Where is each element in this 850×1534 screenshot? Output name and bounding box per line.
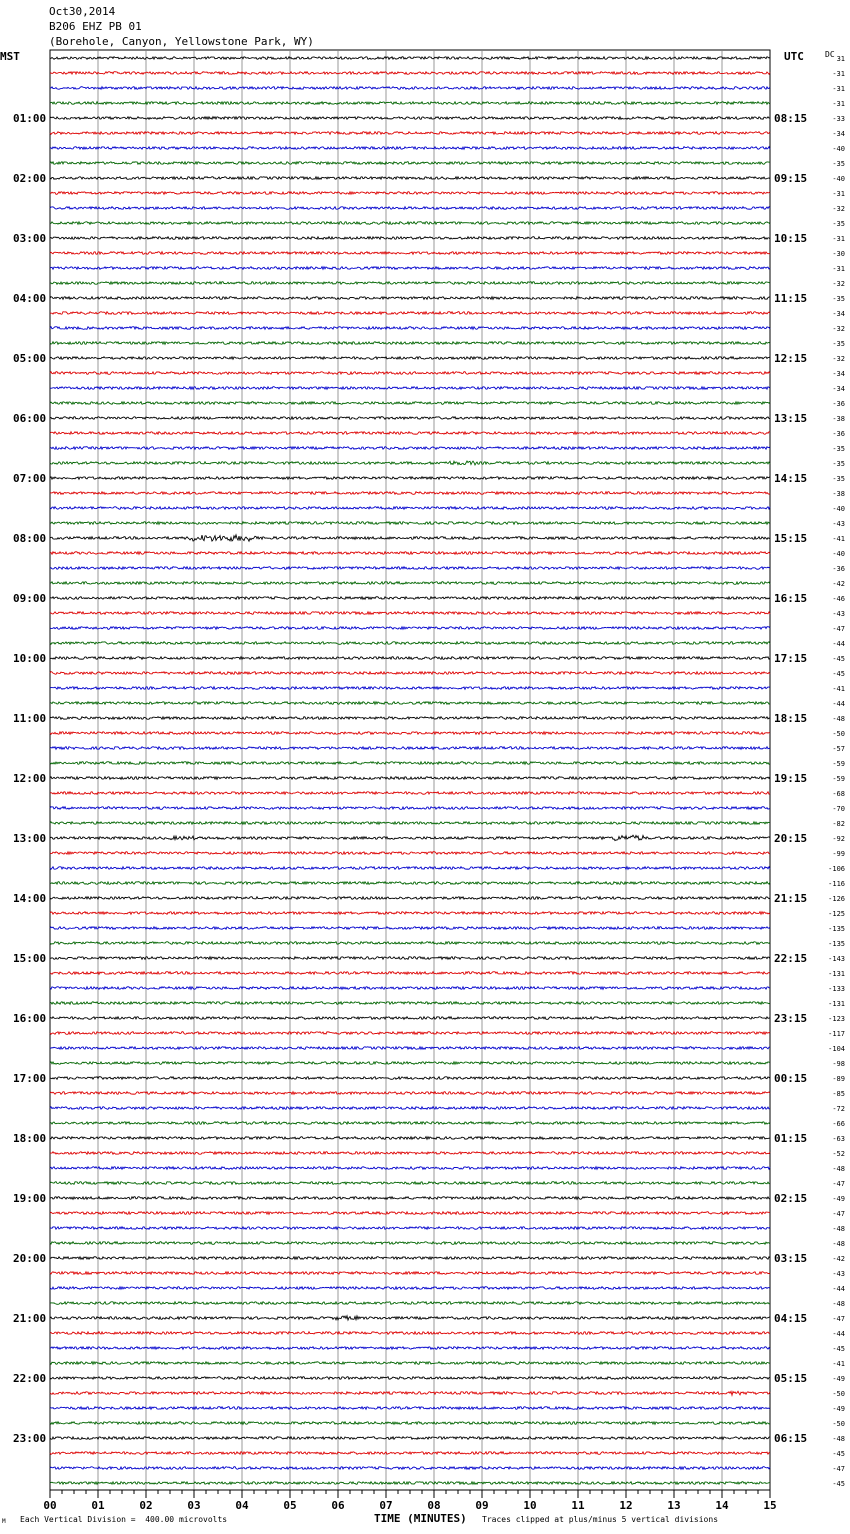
- dc-offset-label: -44: [832, 640, 845, 648]
- utc-hour-label: 04:15: [774, 1312, 808, 1325]
- dc-offset-label: -126: [828, 895, 845, 903]
- mst-hour-label: 22:00: [13, 1372, 47, 1385]
- trace-row: [50, 267, 770, 270]
- dc-offset-label: -98: [832, 1060, 845, 1068]
- mst-hour-label: 20:00: [13, 1252, 47, 1265]
- x-tick-label: 01: [91, 1499, 105, 1512]
- dc-offset-label: -45: [832, 670, 845, 678]
- trace-row: [50, 747, 770, 750]
- trace-row: [50, 897, 770, 900]
- trace-row: [50, 1212, 770, 1215]
- dc-offset-label: -38: [832, 490, 845, 498]
- time-axis: [43, 1490, 776, 1512]
- dc-offset-label: -35: [832, 295, 845, 303]
- mst-hour-label: 02:00: [13, 172, 47, 185]
- dc-offset-label: -34: [832, 310, 845, 318]
- dc-offset-label: -42: [832, 1255, 845, 1263]
- dc-offset-label: -40: [832, 145, 845, 153]
- dc-offset-label: -92: [832, 835, 845, 843]
- trace-row: [50, 282, 770, 285]
- x-tick-label: 13: [667, 1499, 681, 1512]
- trace-row: [50, 432, 770, 435]
- dc-offset-label: -30: [832, 250, 845, 258]
- trace-row: [50, 642, 770, 645]
- dc-offset-label: -50: [832, 1390, 845, 1398]
- dc-offset-label: -116: [828, 880, 845, 888]
- dc-offset-label: -57: [832, 745, 845, 753]
- dc-offset-label: -50: [832, 730, 845, 738]
- trace-row: [50, 522, 770, 525]
- dc-offset-label: -49: [832, 1195, 845, 1203]
- trace-row: [50, 1257, 770, 1260]
- trace-row: [50, 732, 770, 735]
- trace-row: [50, 222, 770, 225]
- mst-hour-label: 17:00: [13, 1072, 47, 1085]
- dc-offset-label: -123: [828, 1015, 845, 1023]
- clip-note: Traces clipped at plus/minus 5 vertical divisions: [482, 1515, 719, 1524]
- dc-offset-label: -44: [832, 1330, 845, 1338]
- dc-offset-label: -47: [832, 1315, 845, 1323]
- utc-hour-label: 12:15: [774, 352, 808, 365]
- dc-offset-label: -40: [832, 175, 845, 183]
- dc-offset-label: -40: [832, 505, 845, 513]
- trace-row: [50, 1272, 770, 1275]
- trace-row: [50, 1316, 770, 1320]
- dc-offset-label: -45: [832, 1345, 845, 1353]
- dc-offset-label: -40: [832, 550, 845, 558]
- dc-offset-label: -47: [832, 1210, 845, 1218]
- utc-hour-label: 03:15: [774, 1252, 808, 1265]
- mst-hour-label: 05:00: [13, 352, 47, 365]
- trace-row: [50, 1167, 770, 1170]
- dc-offset-label: -35: [832, 460, 845, 468]
- dc-offset-label: -49: [832, 1405, 845, 1413]
- dc-offset-label: -33: [832, 115, 845, 123]
- dc-offset-label: -31: [832, 265, 845, 273]
- right-timezone-label: UTC: [784, 50, 804, 63]
- dc-offset-label: -36: [832, 400, 845, 408]
- trace-row: [50, 387, 770, 390]
- mst-hour-label: 01:00: [13, 112, 47, 125]
- mst-hour-label: 18:00: [13, 1132, 47, 1145]
- dc-offset-label: -49: [832, 1375, 845, 1383]
- dc-offset-label: -70: [832, 805, 845, 813]
- x-axis-label: TIME (MINUTES): [374, 1512, 467, 1525]
- x-tick-label: 10: [523, 1499, 537, 1512]
- dc-offset-label: -41: [832, 1360, 845, 1368]
- mst-hour-label: 21:00: [13, 1312, 47, 1325]
- trace-row: [50, 582, 770, 585]
- dc-offset-label: -63: [832, 1135, 845, 1143]
- utc-hour-label: 23:15: [774, 1012, 808, 1025]
- location-title: (Borehole, Canyon, Yellowstone Park, WY): [49, 35, 314, 48]
- utc-hour-label: 20:15: [774, 832, 808, 845]
- date-title: Oct30,2014: [49, 5, 116, 18]
- trace-row: [50, 327, 770, 330]
- trace-row: [50, 1467, 770, 1470]
- trace-row: [50, 912, 770, 915]
- trace-row: [50, 72, 770, 75]
- dc-offset-label: -135: [828, 940, 845, 948]
- utc-hour-label: 02:15: [774, 1192, 808, 1205]
- utc-hour-label: 19:15: [774, 772, 808, 785]
- trace-row: [50, 132, 770, 135]
- dc-offset-label: -45: [832, 1480, 845, 1488]
- trace-row: [50, 1377, 770, 1380]
- dc-offset-label: -31: [832, 70, 845, 78]
- dc-offset-label: -135: [828, 925, 845, 933]
- trace-row: [50, 102, 770, 105]
- trace-row: [50, 867, 770, 870]
- trace-row: [50, 882, 770, 885]
- x-tick-label: 09: [475, 1499, 489, 1512]
- mst-hour-label: 09:00: [13, 592, 47, 605]
- dc-offset-label: -32: [832, 325, 845, 333]
- x-tick-label: 05: [283, 1499, 297, 1512]
- trace-row: [50, 567, 770, 570]
- mst-hour-label: 10:00: [13, 652, 47, 665]
- trace-row: [50, 402, 770, 405]
- trace-row: [50, 702, 770, 705]
- trace-row: [50, 807, 770, 810]
- dc-offset-label: -72: [832, 1105, 845, 1113]
- dc-offset-label: -34: [832, 385, 845, 393]
- x-tick-label: 07: [379, 1499, 393, 1512]
- utc-hour-label: 13:15: [774, 412, 808, 425]
- trace-row: [50, 1017, 770, 1020]
- dc-offset-label: -35: [832, 160, 845, 168]
- dc-offset-label: -47: [832, 1465, 845, 1473]
- mst-hour-label: 14:00: [13, 892, 47, 905]
- dc-offset-label: -50: [832, 1420, 845, 1428]
- dc-offset-label: -85: [832, 1090, 845, 1098]
- scale-note: Each Vertical Division = 400.00 microvolts: [20, 1515, 228, 1524]
- trace-row: [50, 535, 770, 541]
- trace-row: [50, 477, 770, 480]
- dc-offset-label: -117: [828, 1030, 845, 1038]
- seismic-traces: [50, 57, 770, 1485]
- x-tick-label: 12: [619, 1499, 633, 1512]
- mst-hour-label: 13:00: [13, 832, 47, 845]
- trace-row: [50, 1302, 770, 1305]
- x-tick-label: 06: [331, 1499, 345, 1512]
- trace-row: [50, 612, 770, 615]
- dc-offset-label: -133: [828, 985, 845, 993]
- trace-row: [50, 1347, 770, 1350]
- trace-row: [50, 1047, 770, 1050]
- x-tick-label: 04: [235, 1499, 249, 1512]
- trace-row: [50, 1152, 770, 1155]
- trace-row: [50, 972, 770, 975]
- dc-offset-label: -34: [832, 370, 845, 378]
- dc-offset-label: -34: [832, 130, 845, 138]
- dc-offset-label: -131: [828, 970, 845, 978]
- trace-row: [50, 762, 770, 765]
- dc-offset-label: -44: [832, 1285, 845, 1293]
- trace-row: [50, 447, 770, 450]
- trace-row: [50, 1107, 770, 1110]
- dc-offset-label: -48: [832, 1165, 845, 1173]
- trace-row: [50, 342, 770, 345]
- trace-row: [50, 627, 770, 630]
- trace-row: [50, 207, 770, 210]
- left-timezone-label: MST: [0, 50, 20, 63]
- trace-row: [50, 835, 770, 840]
- trace-row: [50, 117, 770, 120]
- trace-row: [50, 1242, 770, 1245]
- trace-row: [50, 957, 770, 960]
- mst-hour-label: 12:00: [13, 772, 47, 785]
- utc-hour-label: 18:15: [774, 712, 808, 725]
- dc-offset-label: -31: [832, 100, 845, 108]
- trace-row: [50, 1197, 770, 1200]
- trace-row: [50, 852, 770, 855]
- dc-offset-label: -35: [832, 445, 845, 453]
- x-tick-label: 08: [427, 1499, 441, 1512]
- trace-row: [50, 147, 770, 150]
- mst-hour-label: 19:00: [13, 1192, 47, 1205]
- mst-hour-label: 16:00: [13, 1012, 47, 1025]
- trace-row: [50, 1287, 770, 1290]
- trace-row: [50, 1077, 770, 1080]
- utc-hour-label: 10:15: [774, 232, 808, 245]
- mst-hour-label: 03:00: [13, 232, 47, 245]
- trace-row: [50, 597, 770, 600]
- utc-hour-label: 11:15: [774, 292, 808, 305]
- trace-row: [50, 927, 770, 930]
- trace-row: [50, 87, 770, 90]
- dc-offset-label: -66: [832, 1120, 845, 1128]
- trace-row: [50, 1332, 770, 1335]
- trace-row: [50, 461, 770, 465]
- dc-label: DC: [825, 50, 835, 59]
- dc-offset-label: -31: [832, 190, 845, 198]
- trace-row: [50, 672, 770, 675]
- trace-row: [50, 372, 770, 375]
- trace-row: [50, 192, 770, 195]
- x-tick-label: 03: [187, 1499, 201, 1512]
- dc-offset-label: -131: [828, 1000, 845, 1008]
- dc-offset-label: -104: [828, 1045, 845, 1053]
- utc-hour-label: 22:15: [774, 952, 808, 965]
- dc-offset-label: -31: [832, 85, 845, 93]
- utc-hour-label: 15:15: [774, 532, 808, 545]
- mst-hour-label: 08:00: [13, 532, 47, 545]
- trace-row: [50, 942, 770, 945]
- trace-row: [50, 1482, 770, 1485]
- x-tick-label: 14: [715, 1499, 729, 1512]
- dc-offset-label: -47: [832, 625, 845, 633]
- dc-offset-label: -31: [832, 235, 845, 243]
- trace-row: [50, 507, 770, 510]
- dc-offset-label: -99: [832, 850, 845, 858]
- dc-offset-label: -42: [832, 580, 845, 588]
- dc-offset-label: -45: [832, 1450, 845, 1458]
- dc-offset-label: -52: [832, 1150, 845, 1158]
- trace-row: [50, 417, 770, 420]
- trace-row: [50, 1182, 770, 1185]
- trace-row: [50, 177, 770, 180]
- dc-offset-label: -38: [832, 415, 845, 423]
- trace-row: [50, 657, 770, 660]
- trace-row: [50, 552, 770, 555]
- mst-hour-label: 23:00: [13, 1432, 47, 1445]
- trace-row: [50, 492, 770, 495]
- corner-mark: M: [2, 1518, 6, 1525]
- trace-row: [50, 1227, 770, 1230]
- x-tick-label: 02: [139, 1499, 153, 1512]
- utc-hour-label: 01:15: [774, 1132, 808, 1145]
- utc-hour-label: 08:15: [774, 112, 808, 125]
- trace-row: [50, 357, 770, 360]
- utc-hour-label: 16:15: [774, 592, 808, 605]
- dc-offset-label: -35: [832, 340, 845, 348]
- trace-row: [50, 1437, 770, 1440]
- dc-offset-label: -89: [832, 1075, 845, 1083]
- dc-offset-label: -82: [832, 820, 845, 828]
- trace-row: [50, 1407, 770, 1410]
- mst-hour-label: 11:00: [13, 712, 47, 725]
- dc-offset-label: -36: [832, 430, 845, 438]
- mst-hour-label: 15:00: [13, 952, 47, 965]
- dc-offset-label: -68: [832, 790, 845, 798]
- dc-offset-label: -48: [832, 715, 845, 723]
- trace-row: [50, 1002, 770, 1005]
- utc-hour-label: 09:15: [774, 172, 808, 185]
- dc-offset-label: -59: [832, 775, 845, 783]
- dc-offset-label: -46: [832, 595, 845, 603]
- utc-hour-label: 21:15: [774, 892, 808, 905]
- dc-offset-label: -35: [832, 475, 845, 483]
- dc-offset-label: -32: [832, 280, 845, 288]
- trace-row: [50, 1122, 770, 1125]
- dc-offset-label: -48: [832, 1435, 845, 1443]
- trace-row: [50, 1032, 770, 1035]
- utc-hour-label: 14:15: [774, 472, 808, 485]
- dc-offset-label: -35: [832, 220, 845, 228]
- utc-hour-label: 05:15: [774, 1372, 808, 1385]
- dc-offset-label: -44: [832, 700, 845, 708]
- mst-hour-label: 07:00: [13, 472, 47, 485]
- trace-row: [50, 1137, 770, 1140]
- trace-row: [50, 312, 770, 315]
- dc-offset-label: -48: [832, 1225, 845, 1233]
- dc-offset-label: -32: [832, 355, 845, 363]
- x-tick-label: 11: [571, 1499, 585, 1512]
- x-tick-label: 00: [43, 1499, 57, 1512]
- dc-offset-label: -48: [832, 1240, 845, 1248]
- dc-offset-label: -48: [832, 1300, 845, 1308]
- trace-row: [50, 237, 770, 240]
- trace-row: [50, 777, 770, 780]
- trace-row: [50, 822, 770, 825]
- dc-offset-label: -125: [828, 910, 845, 918]
- utc-hour-label: 06:15: [774, 1432, 808, 1445]
- dc-offset-label: -36: [832, 565, 845, 573]
- trace-row: [50, 1092, 770, 1095]
- dc-offset-label: -43: [832, 520, 845, 528]
- dc-offset-label: -59: [832, 760, 845, 768]
- x-tick-label: 15: [763, 1499, 777, 1512]
- trace-row: [50, 987, 770, 990]
- trace-row: [50, 252, 770, 255]
- trace-row: [50, 57, 770, 60]
- trace-row: [50, 792, 770, 795]
- trace-row: [50, 1452, 770, 1455]
- mst-hour-label: 06:00: [13, 412, 47, 425]
- dc-offset-label: -45: [832, 655, 845, 663]
- utc-hour-label: 17:15: [774, 652, 808, 665]
- utc-hour-label: 00:15: [774, 1072, 808, 1085]
- dc-offset-label: -43: [832, 610, 845, 618]
- trace-row: [50, 1391, 770, 1395]
- dc-offset-label: 31: [836, 55, 845, 63]
- dc-offset-label: -106: [828, 865, 845, 873]
- station-title: B206 EHZ PB 01: [49, 20, 142, 33]
- trace-row: [50, 1062, 770, 1065]
- dc-offset-label: -32: [832, 205, 845, 213]
- mst-hour-label: 04:00: [13, 292, 47, 305]
- trace-row: [50, 687, 770, 690]
- dc-offset-label: -41: [832, 535, 845, 543]
- trace-row: [50, 1422, 770, 1425]
- trace-row: [50, 297, 770, 300]
- dc-offset-label: -41: [832, 685, 845, 693]
- dc-offset-label: -43: [832, 1270, 845, 1278]
- trace-row: [50, 162, 770, 165]
- trace-row: [50, 717, 770, 720]
- trace-row: [50, 1362, 770, 1365]
- dc-offset-label: -47: [832, 1180, 845, 1188]
- dc-offset-label: -143: [828, 955, 845, 963]
